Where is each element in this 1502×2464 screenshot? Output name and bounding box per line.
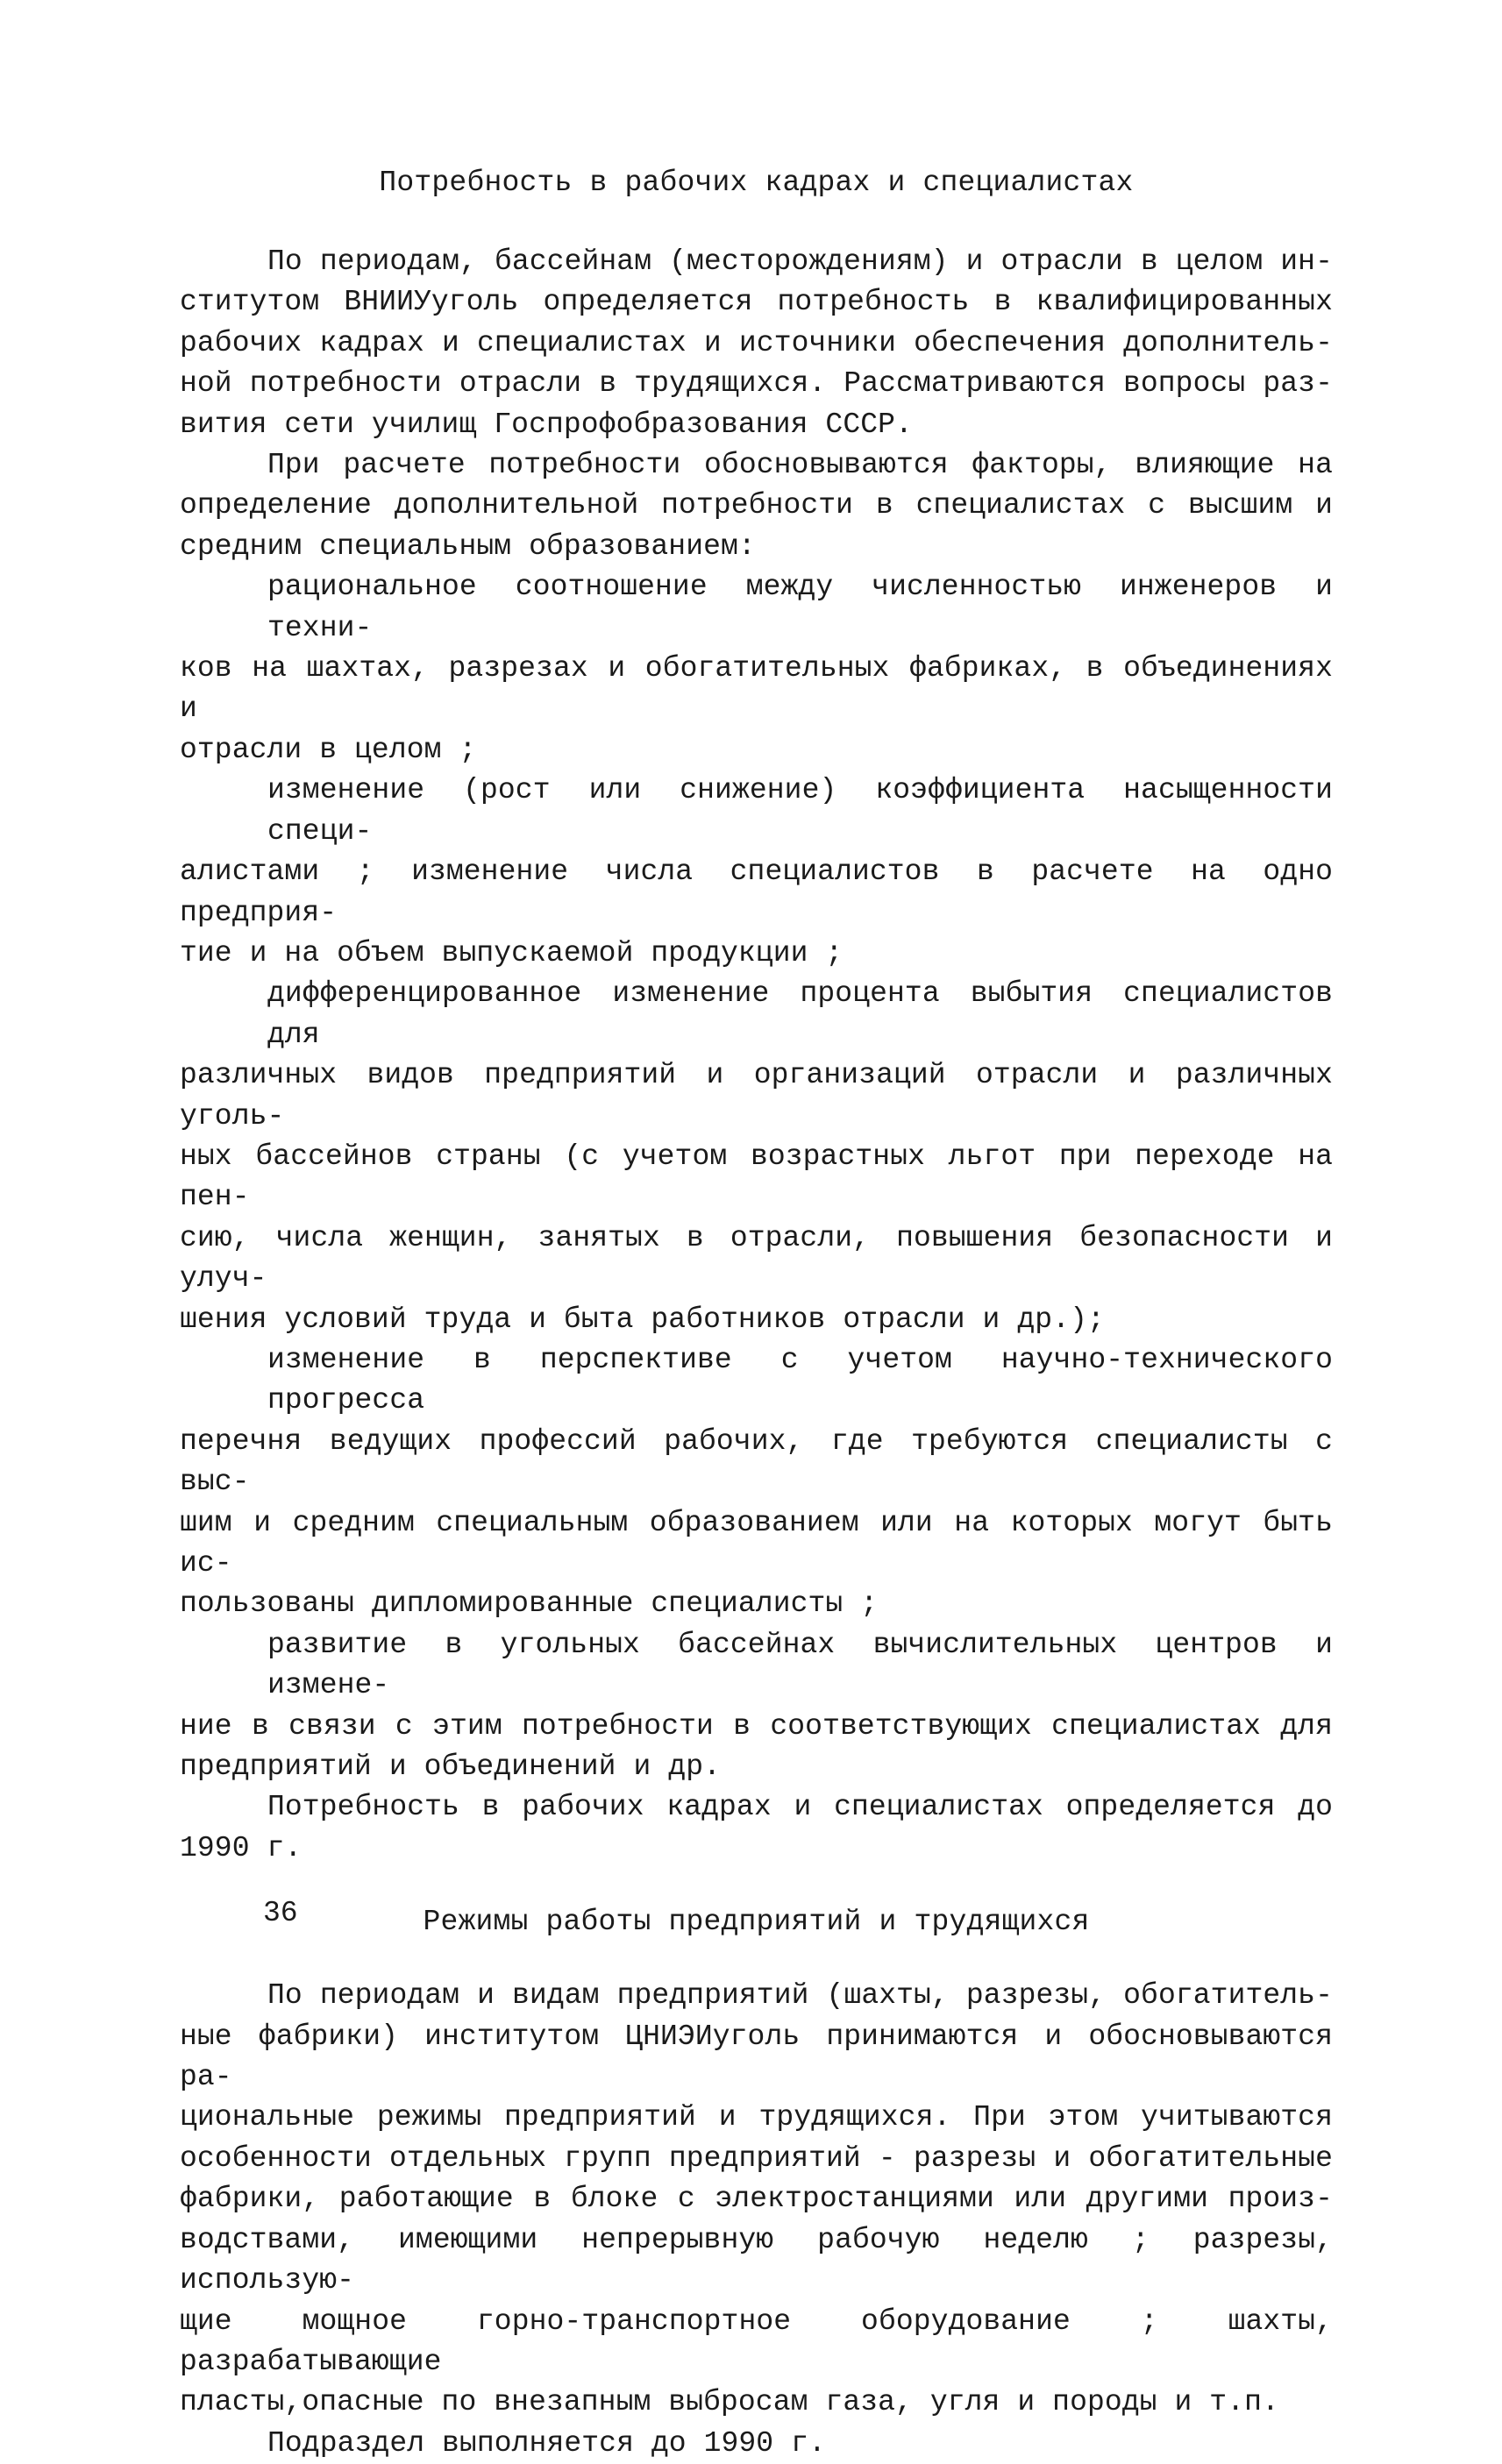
text-line: дифференцированное изменение процента выбытия специалистов для	[267, 977, 1333, 1051]
text-line: ных бассейнов страны (с учетом возрастных льгот при переходе на пен-	[180, 1140, 1333, 1214]
text-line: рациональное соотношение между численностью инженеров и техни-	[267, 571, 1333, 644]
text-line: 1990 г.	[180, 1831, 303, 1864]
text-line: алистами ; изменение числа специалистов в расчете на одно предприя-	[180, 856, 1333, 929]
text-line: ние в связи с этим потребности в соответствующих специалистах для	[180, 1709, 1333, 1743]
text-line: шения условий труда и быта работников отрасли и др.);	[180, 1303, 1105, 1336]
text-line: циональные режимы предприятий и трудящихся. При этом учитываются	[180, 2101, 1333, 2134]
text-line: По периодам, бассейнам (месторождениям) и отрасли в целом ин-	[267, 245, 1333, 278]
page-content	[180, 163, 1333, 2464]
text-line: изменение (рост или снижение) коэффициента насыщенности специ-	[267, 774, 1333, 848]
text-line: особенности отдельных групп предприятий - разрезы и обогатительные	[180, 2141, 1333, 2175]
text-line: водствами, имеющими непрерывную рабочую неделю ; разрезы, использую-	[180, 2223, 1333, 2297]
text-line: изменение в перспективе с учетом научно-технического прогресса	[267, 1343, 1333, 1417]
text-line: пласты,опасные по внезапным выбросам газа, угля и породы и т.п.	[180, 2386, 1279, 2419]
text-line: рабочих кадрах и специалистах и источники обеспечения дополнитель-	[180, 326, 1333, 359]
text-line: отрасли в целом ;	[180, 733, 477, 766]
text-line: По периодам и видам предприятий (шахты, разрезы, обогатитель-	[267, 1979, 1333, 2013]
text-line: различных видов предприятий и организаций отрасли и различных уголь-	[180, 1059, 1333, 1133]
section-body-work-modes	[180, 1976, 1333, 2464]
text-line: вития сети училищ Госпрофобразования СССР.	[180, 408, 913, 441]
text-line: Потребность в рабочих кадрах и специалистах определяется до	[267, 1791, 1333, 1824]
text-line: При расчете потребности обосновываются факторы, влияющие на	[267, 449, 1333, 482]
page-number: 36	[263, 1897, 298, 1929]
text-line: развитие в угольных бассейнах вычислительных центров и измене-	[267, 1628, 1333, 1702]
text-line: ков на шахтах, разрезах и обогатительных фабриках, в объединениях и	[180, 652, 1333, 726]
section-title-workforce: Потребность в рабочих кадрах и специалистах	[379, 167, 1134, 199]
text-line: шим и средним специальным образованием или на которых могут быть ис-	[180, 1506, 1333, 1580]
text-line: тие и на объем выпускаемой продукции ;	[180, 936, 844, 969]
text-line: определение дополнительной потребности в специалистах с высшим и	[180, 489, 1333, 522]
text-line: щие мощное горно-транспортное оборудование ; шахты, разрабатывающие	[180, 2304, 1333, 2378]
section-title-work-modes: Режимы работы предприятий и трудящихся	[423, 1906, 1090, 1939]
text-line: предприятий и объединений и др.	[180, 1750, 721, 1784]
text-line: средним специальным образованием:	[180, 529, 756, 563]
text-line: Подраздел выполняется до 1990 г.	[267, 2426, 826, 2460]
text-line: ной потребности отрасли в трудящихся. Рассматриваются вопросы раз-	[180, 367, 1333, 401]
text-line: ные фабрики) институтом ЦНИЭИуголь принимаются и обосновываются ра-	[180, 2020, 1333, 2094]
section-body-workforce	[180, 242, 1333, 1869]
text-line: ститутом ВНИИУуголь определяется потребность в квалифицированных	[180, 286, 1333, 319]
text-line: перечня ведущих профессий рабочих, где требуются специалисты с выс-	[180, 1424, 1333, 1499]
text-line: фабрики, работающие в блоке с электростанциями или другими произ-	[180, 2183, 1333, 2216]
text-line: пользованы дипломированные специалисты ;	[180, 1587, 879, 1621]
text-line: сию, числа женщин, занятых в отрасли, повышения безопасности и улуч-	[180, 1221, 1333, 1296]
